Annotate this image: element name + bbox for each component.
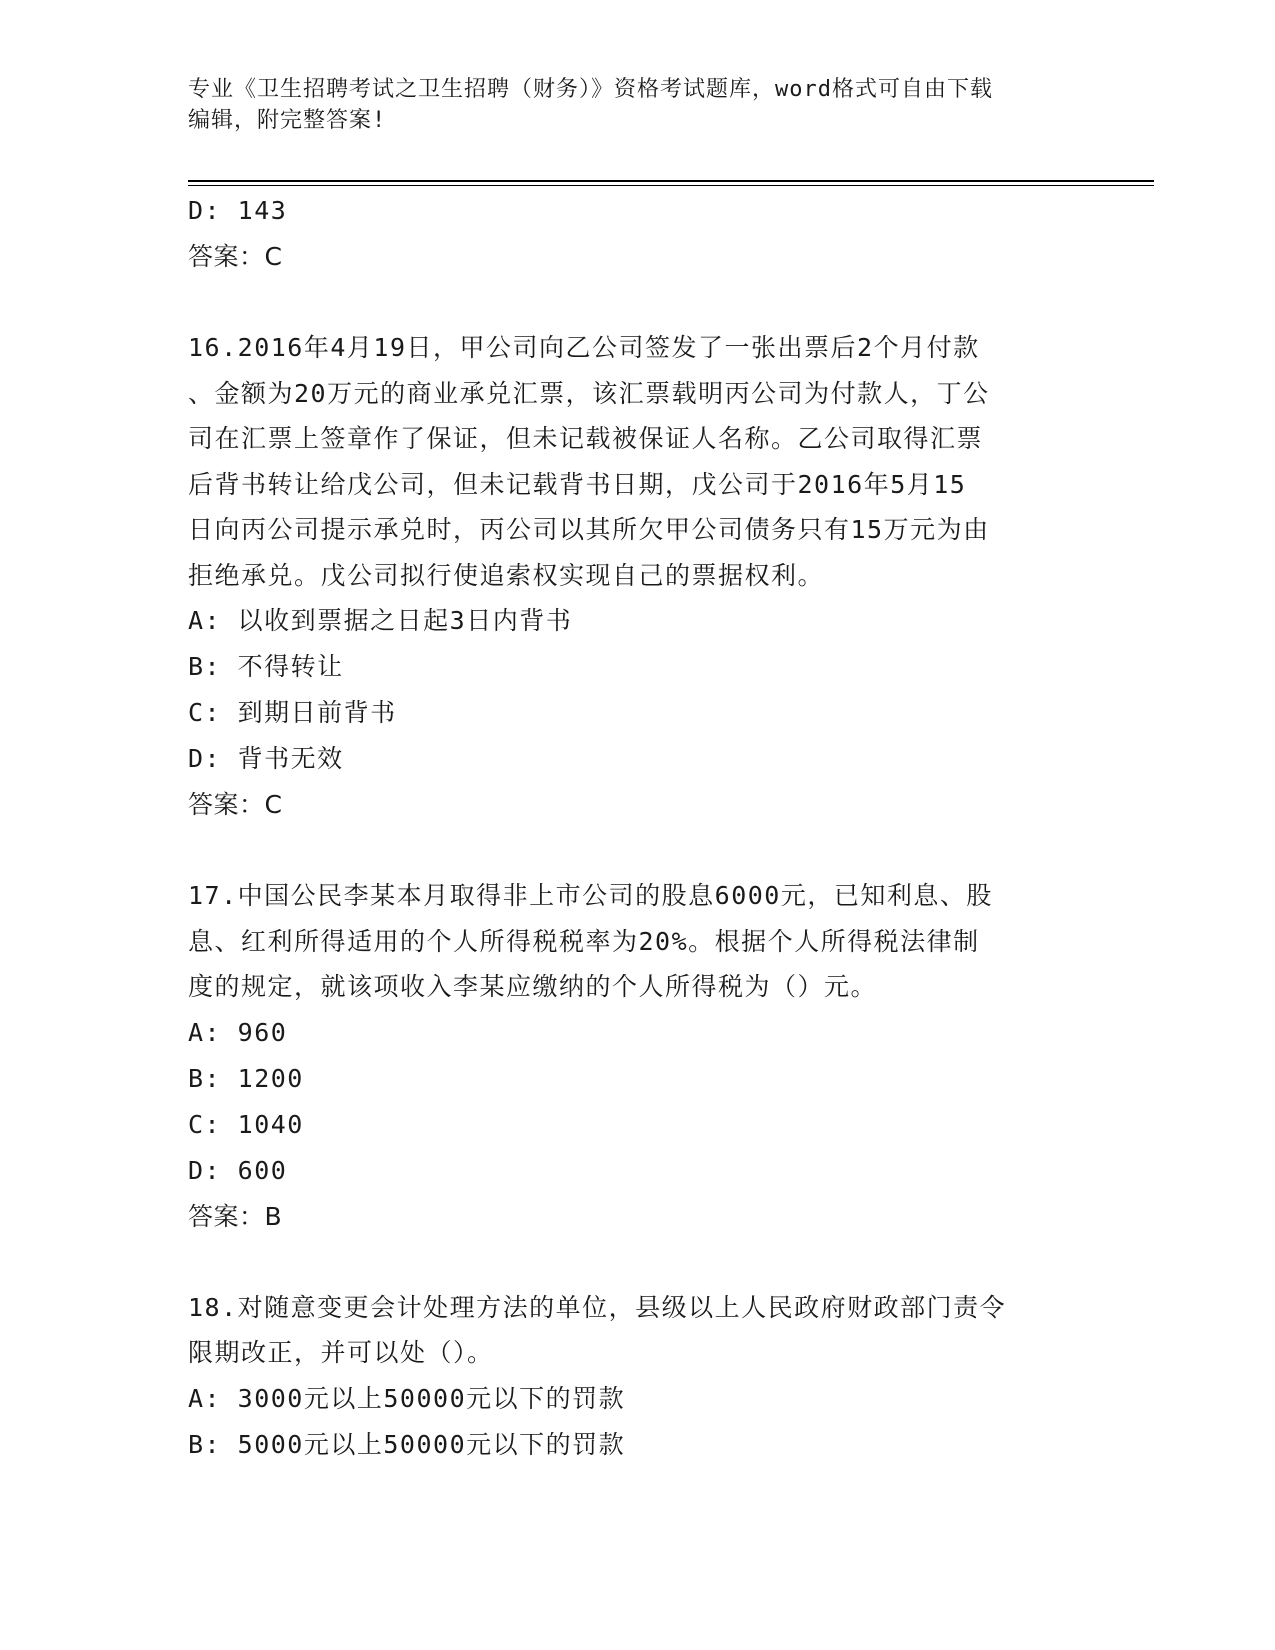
answer-line: 答案：B	[188, 1201, 283, 1231]
question-stem-line: 息、红利所得适用的个人所得税税率为20%。根据个人所得税法律制	[188, 926, 980, 956]
question-stem-line: 拒绝承兑。戊公司拟行使追索权实现自己的票据权利。	[188, 560, 825, 590]
option-c: C: 1040	[188, 1109, 304, 1139]
header-line-1: 专业《卫生招聘考试之卫生招聘（财务）》资格考试题库，word格式可自由下载	[188, 77, 993, 102]
question-stem-line: 司在汇票上签章作了保证，但未记载被保证人名称。乙公司取得汇票	[188, 424, 984, 453]
document-header	[188, 74, 1088, 136]
option-d: D: 143	[188, 196, 288, 225]
option-d: D: 背书无效	[188, 744, 344, 773]
header-divider-thin	[188, 185, 1154, 186]
option-a: A: 3000元以上50000元以下的罚款	[188, 1383, 626, 1413]
question-stem-line: 16.2016年4月19日，甲公司向乙公司签发了一张出票后2个月付款	[188, 333, 980, 362]
header-divider-thick	[188, 180, 1154, 182]
question-18	[188, 1285, 1088, 1468]
spacer	[188, 1240, 1088, 1285]
question-stem-line: 17.中国公民李某本月取得非上市公司的股息6000元，已知利息、股	[188, 881, 993, 910]
question-stem-line: 、金额为20万元的商业承兑汇票，该汇票载明丙公司为付款人，丁公	[188, 378, 990, 408]
question-15-tail	[188, 188, 1088, 280]
question-stem-line: 18.对随意变更会计处理方法的单位，县级以上人民政府财政部门责令	[188, 1292, 1007, 1322]
answer-line: 答案：C	[188, 242, 283, 271]
question-stem-line: 限期改正，并可以处（）。	[188, 1338, 494, 1367]
question-list	[188, 188, 1088, 1468]
header-line-2: 编辑，附完整答案!	[188, 108, 387, 133]
option-b: B: 不得转让	[188, 652, 344, 681]
question-stem-line: 后背书转让给戊公司，但未记载背书日期，戊公司于2016年5月15	[188, 469, 967, 499]
option-b: B: 1200	[188, 1063, 304, 1093]
option-a: A: 960	[188, 1017, 288, 1047]
question-stem-line: 日向丙公司提示承兑时，丙公司以其所欠甲公司债务只有15万元为由	[188, 515, 990, 544]
question-16	[188, 325, 1088, 828]
answer-line: 答案：C	[188, 790, 283, 819]
spacer	[188, 828, 1088, 873]
option-a: A: 以收到票据之日起3日内背书	[188, 606, 573, 635]
spacer	[188, 280, 1088, 325]
option-b: B: 5000元以上50000元以下的罚款	[188, 1429, 626, 1459]
option-c: C: 到期日前背书	[188, 698, 397, 727]
question-stem-line: 度的规定，就该项收入李某应缴纳的个人所得税为（）元。	[188, 972, 878, 1001]
question-17	[188, 873, 1088, 1240]
option-d: D: 600	[188, 1155, 288, 1185]
